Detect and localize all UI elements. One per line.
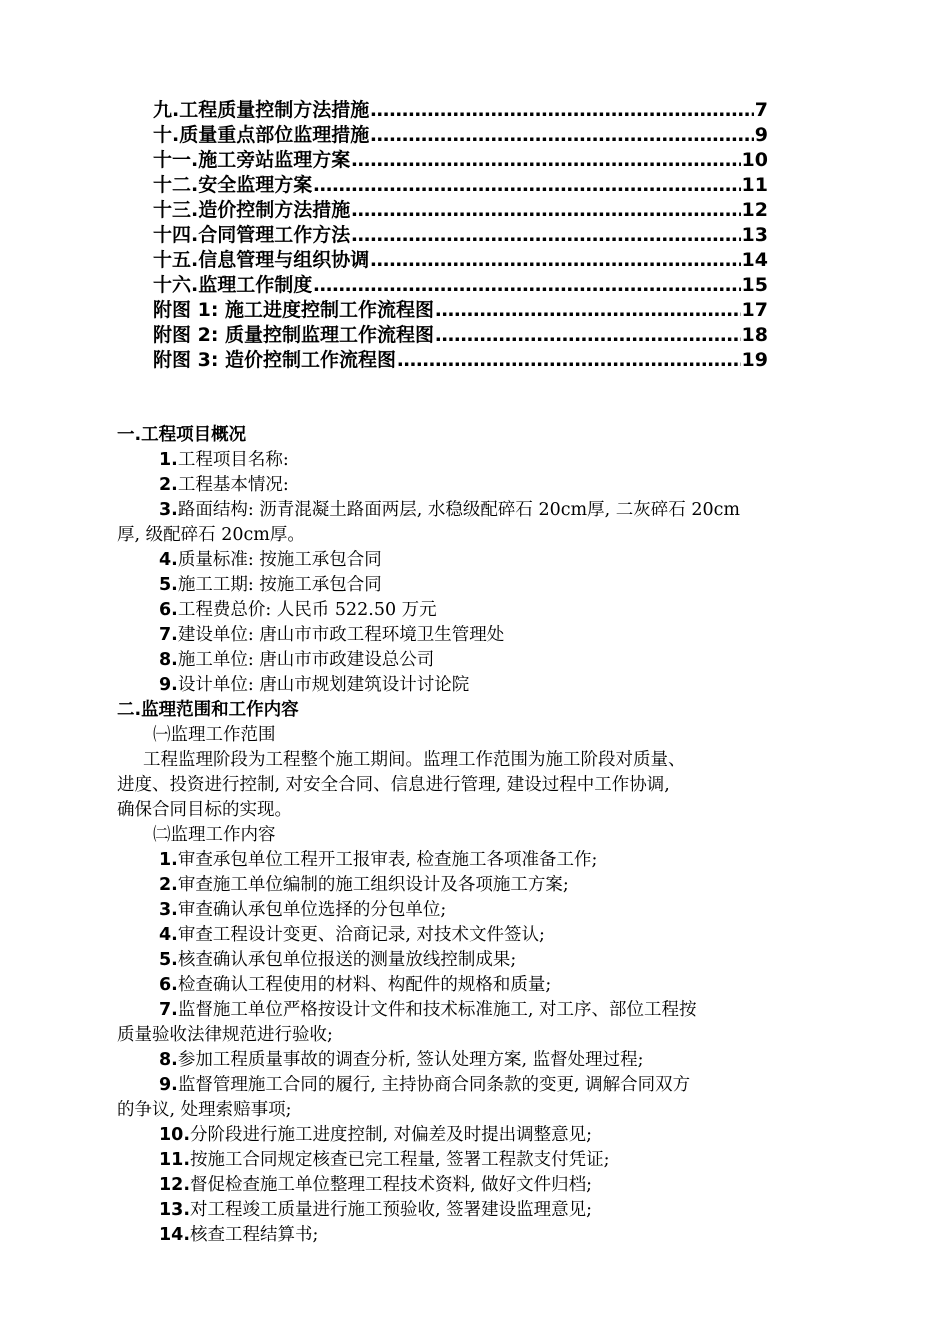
list-item	[117, 473, 857, 498]
item-text: 审查承包单位工程开工报审表, 检查施工各项准备工作;	[177, 850, 598, 870]
toc-page: 10	[741, 149, 768, 171]
item-text: 建设单位: 唐山市市政工程环境卫生管理处	[177, 625, 505, 645]
list-item	[117, 1148, 857, 1173]
item-number: 2.	[159, 475, 178, 495]
item-number: 8.	[159, 650, 178, 670]
item-text: 督促检查施工单位整理工程技术资料, 做好文件归档;	[190, 1175, 593, 1195]
toc-title: 十二.安全监理方案	[153, 174, 313, 196]
toc-entry[interactable]	[153, 323, 768, 348]
item-number: 6.	[159, 600, 178, 620]
list-item-continuation	[117, 1098, 857, 1123]
item-number: 5.	[159, 950, 178, 970]
toc-leader	[351, 198, 740, 223]
item-text: 审查确认承包单位选择的分包单位;	[177, 900, 447, 920]
toc-page: 17	[741, 299, 768, 321]
list-item	[117, 1223, 857, 1248]
list-item	[117, 573, 857, 598]
list-item	[117, 1073, 857, 1098]
toc-entry[interactable]	[153, 173, 768, 198]
toc-leader	[435, 298, 740, 323]
item-text: 质量标准: 按施工承包合同	[177, 550, 382, 570]
toc-title: 十三.造价控制方法措施	[153, 199, 351, 221]
list-item	[117, 648, 857, 673]
paragraph-line: 工程监理阶段为工程整个施工期间。监理工作范围为施工阶段对质量、	[143, 750, 686, 770]
item-number: 13.	[159, 1200, 191, 1220]
item-number: 10.	[159, 1125, 191, 1145]
toc-entry[interactable]	[153, 248, 768, 273]
item-text: 审查施工单位编制的施工组织设计及各项施工方案;	[177, 875, 569, 895]
list-item	[117, 973, 857, 998]
toc-page: 18	[741, 324, 768, 346]
item-number: 3.	[159, 900, 178, 920]
subsection-title: ㈡监理工作内容	[153, 825, 276, 845]
toc-page: 12	[741, 199, 768, 221]
item-text: 按施工合同规定核查已完工程量, 签署工程款支付凭证;	[190, 1150, 610, 1170]
item-number: 9.	[159, 675, 178, 695]
item-text: 检查确认工程使用的材料、构配件的规格和质量;	[177, 975, 552, 995]
item-text: 监督管理施工合同的履行, 主持协商合同条款的变更, 调解合同双方	[177, 1075, 691, 1095]
list-item	[117, 1123, 857, 1148]
list-item	[117, 548, 857, 573]
list-item	[117, 448, 857, 473]
list-item	[117, 623, 857, 648]
list-item	[117, 998, 857, 1023]
toc-leader	[313, 173, 740, 198]
item-number: 7.	[159, 1000, 178, 1020]
toc-title: 附图 3: 造价控制工作流程图	[153, 349, 397, 371]
document-body	[117, 423, 857, 1248]
paragraph-line: 进度、投资进行控制, 对安全合同、信息进行管理, 建设过程中工作协调,	[117, 775, 670, 795]
toc-page: 15	[741, 274, 768, 296]
toc-entry[interactable]	[153, 223, 768, 248]
item-text: 质量验收法律规范进行验收;	[117, 1025, 333, 1045]
toc-leader	[370, 248, 740, 273]
list-item	[117, 873, 857, 898]
toc-title: 附图 1: 施工进度控制工作流程图	[153, 299, 435, 321]
toc-title: 附图 2: 质量控制监理工作流程图	[153, 324, 435, 346]
toc-leader	[370, 98, 754, 123]
list-item	[117, 948, 857, 973]
item-text: 监督施工单位严格按设计文件和技术标准施工, 对工序、部位工程按	[177, 1000, 697, 1020]
section-heading: 一.工程项目概况	[117, 425, 247, 445]
item-text: 路面结构: 沥青混凝土路面两层, 水稳级配碎石 20cm厚, 二灰碎石 20cm	[177, 500, 740, 520]
item-text: 参加工程质量事故的调查分析, 签认处理方案, 监督处理过程;	[177, 1050, 644, 1070]
item-number: 7.	[159, 625, 178, 645]
toc-entry[interactable]	[153, 148, 768, 173]
subsection-title: ㈠监理工作范围	[153, 725, 276, 745]
item-text: 施工单位: 唐山市市政建设总公司	[177, 650, 435, 670]
toc-title: 十四.合同管理工作方法	[153, 224, 351, 246]
list-item	[117, 923, 857, 948]
toc-entry[interactable]	[153, 348, 768, 373]
item-text: 核查确认承包单位报送的测量放线控制成果;	[177, 950, 517, 970]
item-text: 工程项目名称:	[177, 450, 289, 470]
item-number: 2.	[159, 875, 178, 895]
toc-leader	[397, 348, 740, 373]
list-item	[117, 1173, 857, 1198]
item-text: 工程费总价: 人民币 522.50 万元	[177, 600, 437, 620]
list-item	[117, 673, 857, 698]
toc-page: 9	[754, 124, 768, 146]
paragraph-line: 确保合同目标的实现。	[117, 800, 292, 820]
toc-title: 十一.施工旁站监理方案	[153, 149, 351, 171]
list-item	[117, 598, 857, 623]
item-number: 1.	[159, 850, 178, 870]
toc-entry[interactable]	[153, 123, 768, 148]
item-number: 1.	[159, 450, 178, 470]
toc-page: 11	[741, 174, 768, 196]
item-number: 9.	[159, 1075, 178, 1095]
item-text: 的争议, 处理索赔事项;	[117, 1100, 292, 1120]
item-number: 4.	[159, 550, 178, 570]
toc-page: 13	[741, 224, 768, 246]
table-of-contents	[153, 98, 768, 373]
list-item	[117, 498, 857, 523]
item-number: 5.	[159, 575, 178, 595]
toc-title: 十六.监理工作制度	[153, 274, 313, 296]
toc-leader	[351, 223, 740, 248]
item-text: 施工工期: 按施工承包合同	[177, 575, 382, 595]
item-text: 分阶段进行施工进度控制, 对偏差及时提出调整意见;	[190, 1125, 593, 1145]
item-number: 11.	[159, 1150, 191, 1170]
toc-leader	[351, 148, 740, 173]
item-number: 6.	[159, 975, 178, 995]
list-item	[117, 1048, 857, 1073]
item-text: 设计单位: 唐山市规划建筑设计讨论院	[177, 675, 470, 695]
item-number: 4.	[159, 925, 178, 945]
item-number: 8.	[159, 1050, 178, 1070]
toc-title: 十.质量重点部位监理措施	[153, 124, 370, 146]
item-number: 12.	[159, 1175, 191, 1195]
toc-leader	[435, 323, 740, 348]
toc-entry[interactable]	[153, 98, 768, 123]
item-text: 核查工程结算书;	[190, 1225, 319, 1245]
toc-title: 九.工程质量控制方法措施	[153, 99, 370, 121]
list-item	[117, 848, 857, 873]
toc-page: 19	[741, 349, 768, 371]
toc-entry[interactable]	[153, 273, 768, 298]
item-text: 工程基本情况:	[177, 475, 289, 495]
list-item-continuation	[117, 523, 857, 548]
toc-leader	[370, 123, 754, 148]
list-item-continuation	[117, 1023, 857, 1048]
toc-leader	[313, 273, 740, 298]
toc-entry[interactable]	[153, 298, 768, 323]
toc-page: 14	[741, 249, 768, 271]
list-item	[117, 898, 857, 923]
item-text: 审查工程设计变更、洽商记录, 对技术文件签认;	[177, 925, 545, 945]
section-heading: 二.监理范围和工作内容	[117, 700, 299, 720]
toc-entry[interactable]	[153, 198, 768, 223]
list-item	[117, 1198, 857, 1223]
toc-page: 7	[754, 99, 768, 121]
item-number: 14.	[159, 1225, 191, 1245]
item-text: 厚, 级配碎石 20cm厚。	[117, 525, 305, 545]
item-text: 对工程竣工质量进行施工预验收, 签署建设监理意见;	[190, 1200, 593, 1220]
item-number: 3.	[159, 500, 178, 520]
toc-title: 十五.信息管理与组织协调	[153, 249, 370, 271]
